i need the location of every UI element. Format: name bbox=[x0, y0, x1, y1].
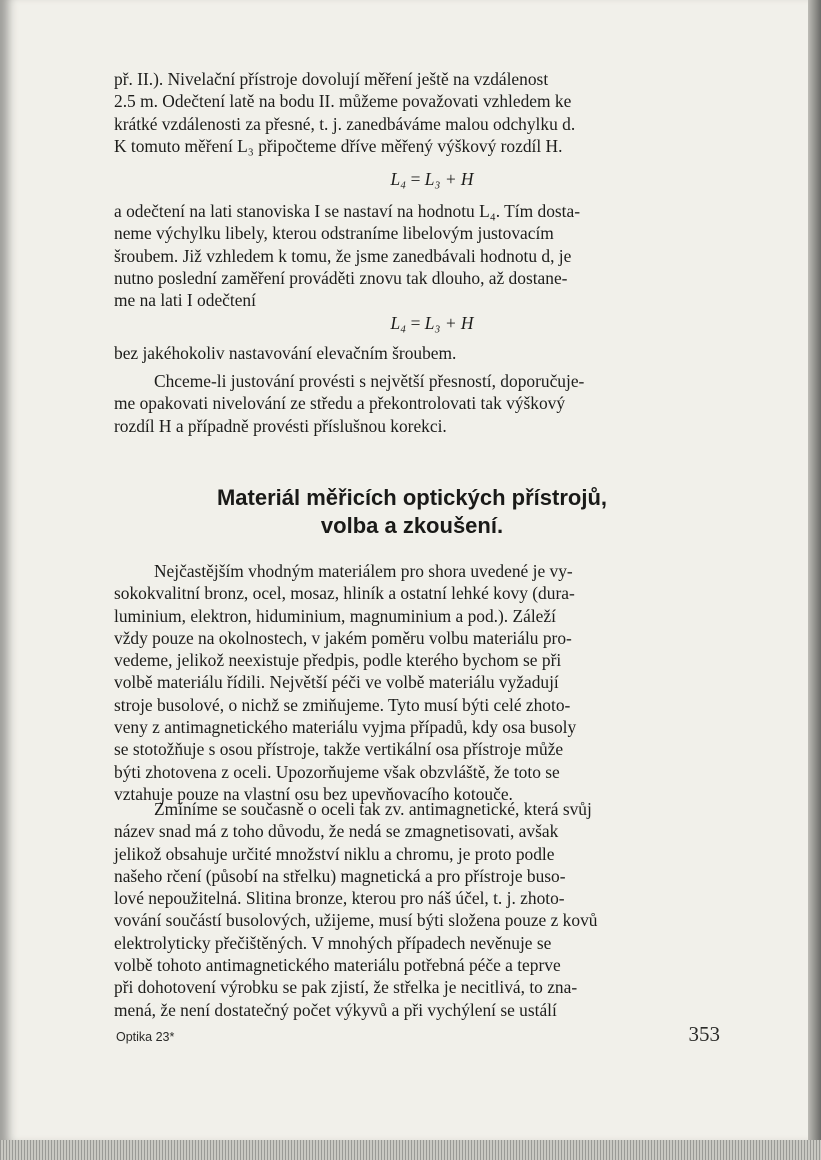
text-line: 2.5 m. Odečtení latě na bodu II. můžeme považovati vzhledem ke bbox=[114, 91, 572, 112]
text-line: vztahuje pouze na vlastní osu bez upevňovacího kotouče. bbox=[114, 783, 513, 804]
text-line: Nejčastějším vhodným materiálem pro shora uvedené je vy- bbox=[154, 561, 573, 581]
formula-lhs: L₄ bbox=[390, 313, 407, 333]
formula-rhs: L₃ + H bbox=[424, 313, 474, 333]
text-line: luminium, elektron, hiduminium, magnuminium a pod.). Záleží bbox=[114, 605, 556, 626]
page-bottom-edge bbox=[0, 1140, 821, 1160]
text-line: našeho rčení (působí na střelku) magnetická a pro přístroje buso- bbox=[114, 865, 566, 886]
text-line: K tomuto měření L₃ připočteme dříve měřený výškový rozdíl H. bbox=[114, 135, 563, 156]
text-line: elektrolyticky přečištěných. V mnohých případech nevěnuje se bbox=[114, 932, 552, 953]
text-line: vování součástí busolových, užijeme, musí býti složena pouze z kovů bbox=[114, 910, 598, 931]
text-line: sokokvalitní bronz, ocel, mosaz, hliník a ostatní lehké kovy (dura- bbox=[114, 583, 575, 604]
text-line: šroubem. Již vzhledem k tomu, že jsme zanedbávali hodnotu d, je bbox=[114, 245, 572, 266]
formula-1 bbox=[114, 168, 710, 190]
text-line: me na lati I odečtení bbox=[114, 290, 256, 311]
after-formula-line bbox=[114, 342, 710, 364]
text-line: a odečtení na lati stanoviska I se nastaví na hodnotu L₄. Tím dosta- bbox=[114, 201, 580, 221]
heading-line-1: Materiál měřicích optických přístrojů, bbox=[216, 485, 607, 510]
text-line: př. II.). Nivelační přístroje dovolují měření ještě na vzdálenost bbox=[114, 69, 549, 89]
formula-2 bbox=[114, 312, 710, 334]
text-line: název snad má z toho důvodu, že nedá se zmagnetisovati, avšak bbox=[114, 821, 559, 842]
text-line: rozdíl H a případně provésti příslušnou korekci. bbox=[114, 415, 447, 436]
text-line: me opakovati nivelování ze středu a překontrolovati tak výškový bbox=[114, 393, 566, 414]
text-line: lové nepoužitelná. Slitina bronze, kterou pro náš účel, t. j. zhoto- bbox=[114, 888, 565, 909]
page-number: 353 bbox=[688, 1022, 720, 1046]
formula-rhs: L₃ + H bbox=[424, 169, 474, 189]
text-line: volbě tohoto antimagnetického materiálu potřebná péče a teprve bbox=[114, 955, 561, 976]
text-line: bez jakéhokoliv nastavování elevačním šroubem. bbox=[114, 343, 457, 363]
formula-eq: = bbox=[406, 313, 425, 333]
text-line: volbě materiálu řídili. Největší péči ve volbě materiálu vyžadují bbox=[114, 672, 559, 693]
paragraph-nejcastejsim bbox=[114, 560, 710, 805]
text-line: Chceme-li justování provésti s největší přesností, doporučuje- bbox=[154, 371, 585, 391]
text-line: jelikož obsahuje určité množství niklu a chromu, je proto podle bbox=[114, 843, 555, 864]
paragraph-chceme bbox=[114, 370, 710, 437]
section-heading bbox=[114, 484, 710, 540]
paragraph-zminime bbox=[114, 798, 710, 1021]
heading-line-2: volba a zkoušení. bbox=[320, 513, 504, 538]
text-line: býti zhotovena z oceli. Upozorňujeme však obzvláště, že toto se bbox=[114, 761, 560, 782]
text-line: neme výchylku libely, kterou odstraníme libelovým justovacím bbox=[114, 223, 554, 244]
page-stack-edge bbox=[808, 0, 821, 1140]
text-line: mená, že není dostatečný počet výkyvů a při vychýlení se ustálí bbox=[114, 999, 557, 1020]
top-paragraph bbox=[114, 68, 710, 157]
text-line: stroje busolové, o nichž se zmiňujeme. Tyto musí býti celé zhoto- bbox=[114, 694, 571, 715]
text-line: krátké vzdálenosti za přesné, t. j. zanedbáváme malou odchylku d. bbox=[114, 113, 576, 134]
text-line: se stotožňuje s osou přístroje, takže vertikální osa přístroje může bbox=[114, 739, 564, 760]
text-line: vždy pouze na okolnostech, v jakém poměru volbu materiálu pro- bbox=[114, 627, 572, 648]
text-line: Zmíníme se současně o oceli tak zv. antimagnetické, která svůj bbox=[154, 799, 592, 819]
middle-paragraph bbox=[114, 200, 710, 311]
formula-eq: = bbox=[406, 169, 425, 189]
text-line: při dohotovení výrobku se pak zjistí, že střelka je necitlivá, to zna- bbox=[114, 977, 578, 998]
text-line: vedeme, jelikož neexistuje předpis, podle kterého bychom se při bbox=[114, 650, 562, 671]
text-line: nutno poslední zaměření prováděti znovu tak dlouho, až dostane- bbox=[114, 267, 568, 288]
formula-lhs: L₄ bbox=[390, 169, 407, 189]
text-line: veny z antimagnetického materiálu vyjma případů, kdy osa busoly bbox=[114, 717, 577, 738]
printer-signature: Optika 23* bbox=[116, 1030, 175, 1044]
